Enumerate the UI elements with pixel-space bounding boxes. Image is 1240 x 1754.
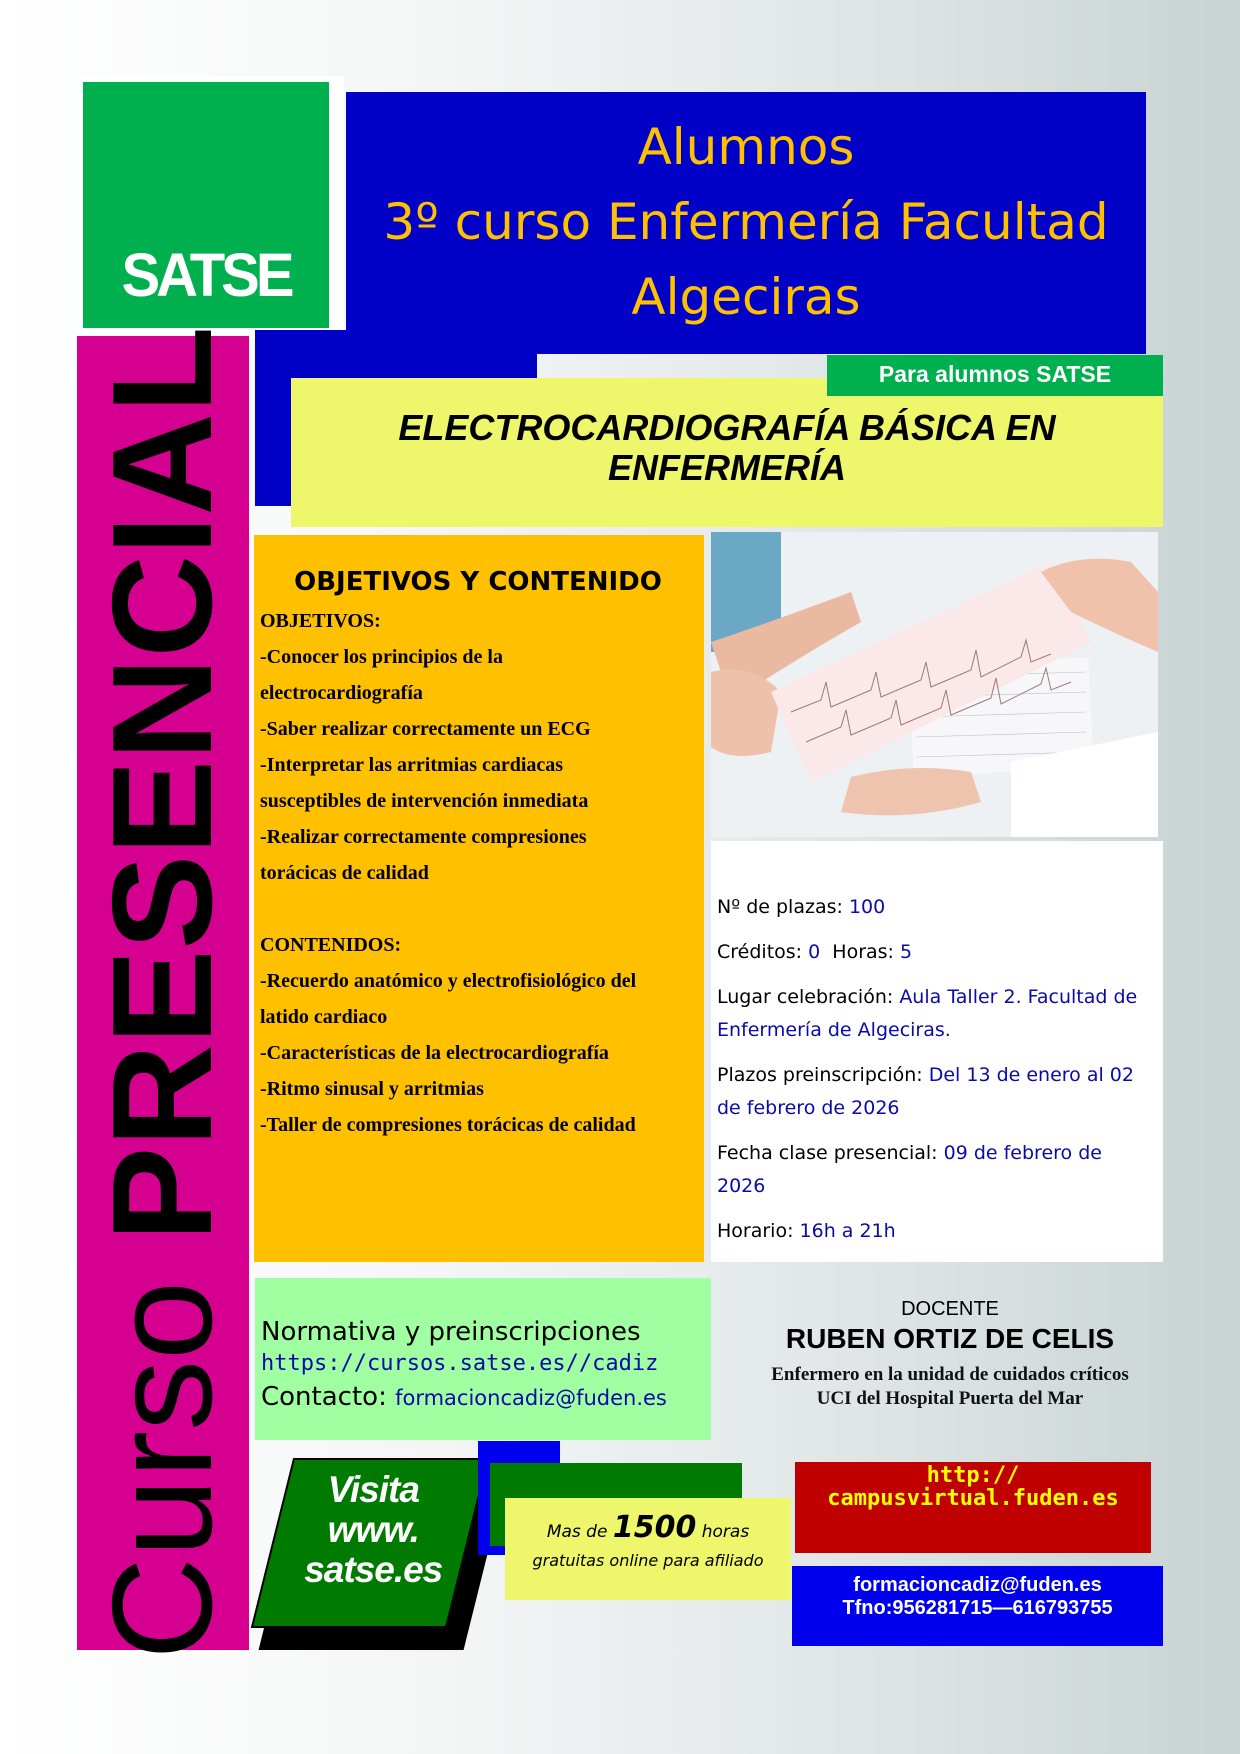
fuden-contact-box — [792, 1566, 1163, 1646]
course-title-line-2: ENFERMERÍA — [607, 447, 846, 488]
plazas-value: 100 — [848, 896, 886, 918]
info-horario — [717, 1215, 1155, 1248]
objective-item: torácicas de calidad — [260, 862, 429, 884]
objective-item: electrocardiografía — [260, 682, 423, 704]
campus-line-2: campusvirtual.fuden.es — [827, 1486, 1119, 1511]
lugar-value: Aula Taller 2. Facultad de Enfermería de Algeciras. — [717, 986, 1138, 1041]
contact-label: Contacto: — [261, 1382, 396, 1412]
course-type-label — [83, 326, 242, 1660]
objective-item: -Conocer los principios de la — [260, 646, 503, 668]
campus-virtual-link-box[interactable] — [795, 1462, 1151, 1553]
promo-suffix: horas — [696, 1522, 750, 1542]
info-lugar — [717, 981, 1155, 1047]
course-title-line-1: ELECTROCARDIOGRAFÍA BÁSICA EN — [398, 407, 1056, 448]
satse-logo — [83, 82, 329, 328]
objective-item: susceptibles de intervención inmediata — [260, 790, 589, 812]
content-item: -Recuerdo anatómico y electrofisiológico del — [260, 970, 637, 992]
plazos-value: Del 13 de enero al 02 de febrero de 2026 — [717, 1064, 1134, 1119]
registration-box — [255, 1278, 711, 1440]
instructor-description — [740, 1363, 1160, 1411]
info-fecha — [717, 1137, 1155, 1203]
content-item: -Taller de compresiones torácicas de calidad — [260, 1114, 636, 1136]
contents-label: CONTENIDOS: — [260, 934, 402, 956]
objectives-heading: OBJETIVOS Y CONTENIDO — [294, 567, 662, 597]
registration-link[interactable]: https://cursos.satse.es//cadiz — [261, 1351, 659, 1376]
fuden-phone: Tfno:956281715—616793755 — [842, 1597, 1113, 1619]
online-hours-promo — [505, 1498, 791, 1600]
objectives-panel — [254, 535, 704, 1262]
promo-prefix: Mas de — [546, 1522, 613, 1542]
creditos-value: 0 — [808, 941, 821, 963]
instructor-desc-line-1: Enfermero en la unidad de cuidados críticos — [771, 1364, 1129, 1385]
audience-tag-label: Para alumnos SATSE — [878, 361, 1112, 387]
lugar-label: Lugar celebración: — [717, 986, 900, 1008]
header-line-2: 3º curso Enfermería Facultad — [383, 193, 1109, 251]
contact-line — [261, 1379, 711, 1416]
ecg-photo-illustration — [711, 532, 1158, 837]
spacer — [260, 891, 696, 927]
registration-heading: Normativa y preinscripciones — [261, 1317, 641, 1347]
info-creditos-horas — [717, 936, 1155, 969]
course-type-word-1: Curso — [83, 1280, 242, 1660]
plazos-label: Plazos preinscripción: — [717, 1064, 929, 1086]
visit-line-2: www. — [327, 1509, 419, 1550]
objectives-label: OBJETIVOS: — [260, 610, 381, 632]
promo-number: 1500 — [612, 1510, 697, 1545]
instructor-desc-line-2: UCI del Hospital Puerta del Mar — [816, 1388, 1084, 1409]
horario-value: 16h a 21h — [799, 1220, 896, 1242]
course-type-band — [77, 326, 249, 1660]
campus-line-1: http:// — [926, 1463, 1020, 1488]
horario-label: Horario: — [717, 1220, 800, 1242]
info-plazas — [717, 891, 1155, 924]
objective-item: -Interpretar las arritmias cardiacas — [260, 754, 564, 776]
header-title — [346, 110, 1146, 335]
course-type-word-2: PRESENCIAL — [83, 326, 242, 1242]
header-line-3: Algeciras — [631, 268, 861, 326]
horas-value: 5 — [900, 941, 913, 963]
instructor-name: RUBEN ORTIZ DE CELIS — [785, 1323, 1115, 1354]
plazas-label: Nº de plazas: — [717, 896, 849, 918]
ecg-photo — [711, 532, 1158, 837]
campus-virtual-link[interactable] — [795, 1464, 1151, 1510]
objective-item: -Realizar correctamente compresiones — [260, 826, 587, 848]
fecha-label: Fecha clase presencial: — [717, 1142, 944, 1164]
content-item: -Características de la electrocardiografía — [260, 1042, 609, 1064]
instructor-label: DOCENTE — [901, 1298, 999, 1320]
course-info-panel — [711, 841, 1163, 1262]
promo-line-2: gratuitas online para afiliado — [532, 1551, 764, 1570]
logo-text: SATSE — [121, 241, 291, 310]
info-plazos — [717, 1059, 1155, 1125]
visit-line-1: Visita — [327, 1469, 419, 1510]
creditos-label: Créditos: — [717, 941, 809, 963]
course-title — [291, 408, 1163, 488]
visit-website-text — [277, 1470, 469, 1590]
instructor-block — [740, 1298, 1160, 1411]
fecha-value: 09 de febrero de 2026 — [717, 1142, 1102, 1197]
header-line-1: Alumnos — [637, 118, 855, 176]
audience-tag — [827, 355, 1163, 396]
content-item: -Ritmo sinusal y arritmias — [260, 1078, 484, 1100]
header-banner — [346, 92, 1146, 354]
promo-line-1 — [505, 1510, 791, 1545]
content-item: latido cardiaco — [260, 1006, 388, 1028]
visit-line-3: satse.es — [304, 1549, 443, 1590]
contact-email-link[interactable]: formacioncadiz@fuden.es — [395, 1386, 667, 1410]
course-title-box — [291, 378, 1163, 527]
horas-label: Horas: — [832, 941, 901, 963]
fuden-email[interactable]: formacioncadiz@fuden.es — [853, 1574, 1102, 1596]
objective-item: -Saber realizar correctamente un ECG — [260, 718, 591, 740]
